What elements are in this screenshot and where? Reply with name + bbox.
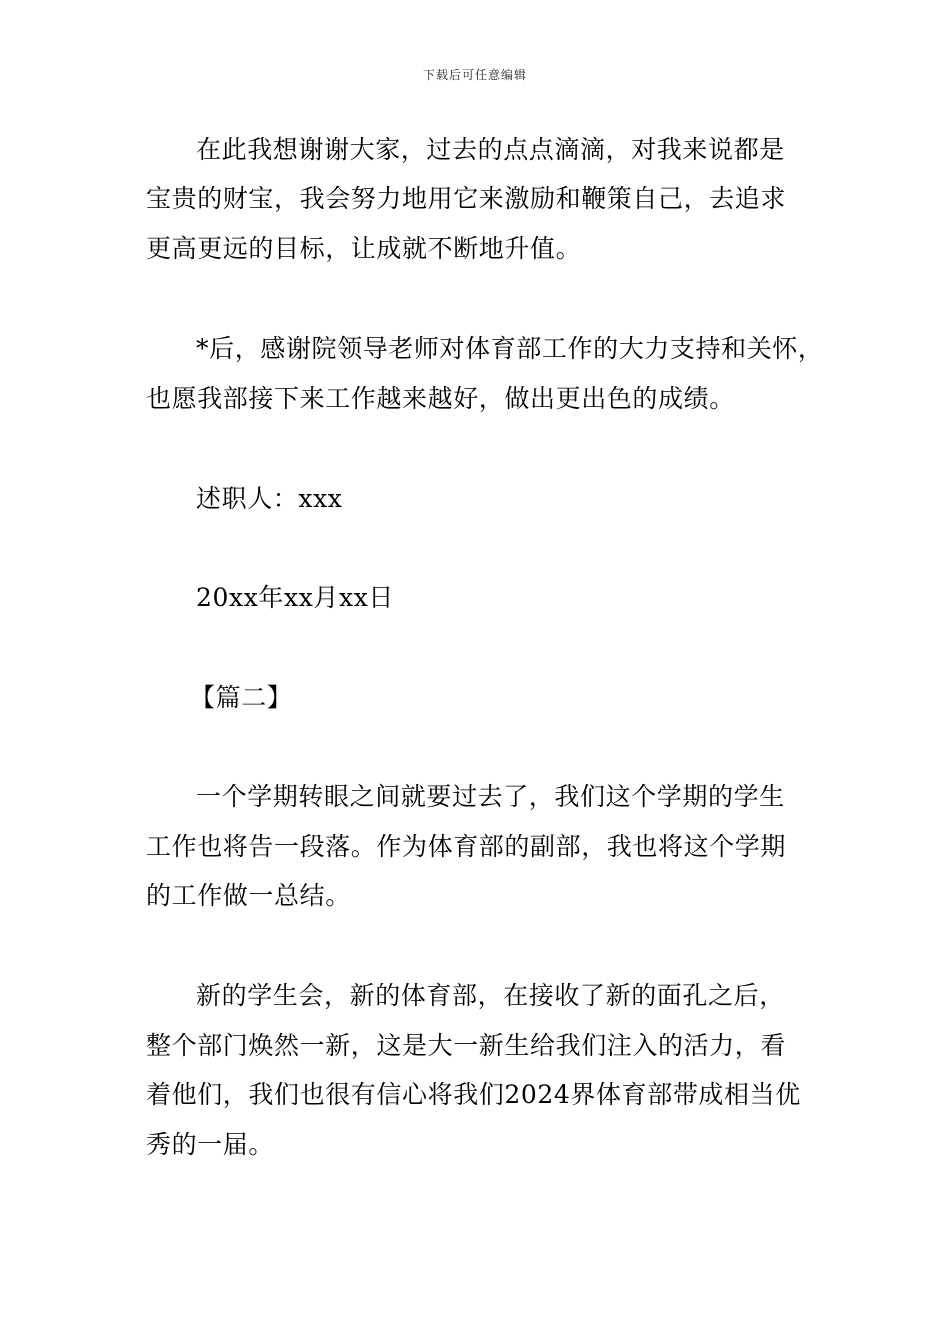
paragraph-line: 也愿我部接下来工作越来越好，做出更出色的成绩。 xyxy=(146,384,735,413)
paragraph-line: 着他们，我们也很有信心将我们2024界体育部带成相当优 xyxy=(146,1080,801,1109)
signer-line: 述职人：xxx xyxy=(196,484,343,513)
paragraph-line: 宝贵的财宝，我会努力地用它来激励和鞭策自己，去追求 xyxy=(146,184,787,213)
paragraph-line: 一个学期转眼之间就要过去了，我们这个学期的学生 xyxy=(196,782,785,811)
paragraph-line: 在此我想谢谢大家，过去的点点滴滴，对我来说都是 xyxy=(196,135,785,164)
paragraph-line: 工作也将告一段落。作为体育部的副部，我也将这个学期 xyxy=(146,832,787,861)
paragraph-line: 新的学生会，新的体育部，在接收了新的面孔之后， xyxy=(196,981,785,1010)
paragraph-line: 整个部门焕然一新，这是大一新生给我们注入的活力，看 xyxy=(146,1031,787,1060)
date-line: 20xx年xx月xx日 xyxy=(196,583,395,612)
paragraph-line: *后，感谢院领导老师对体育部工作的大力支持和关怀， xyxy=(196,334,824,363)
page-header-note: 下载后可任意编辑 xyxy=(422,68,527,82)
paragraph-line: 的工作做一总结。 xyxy=(146,881,351,910)
paragraph-line: 更高更远的目标，让成就不断地升值。 xyxy=(146,234,582,263)
paragraph-line: 秀的一届。 xyxy=(146,1130,275,1159)
section-heading: 【篇二】 xyxy=(190,683,293,712)
